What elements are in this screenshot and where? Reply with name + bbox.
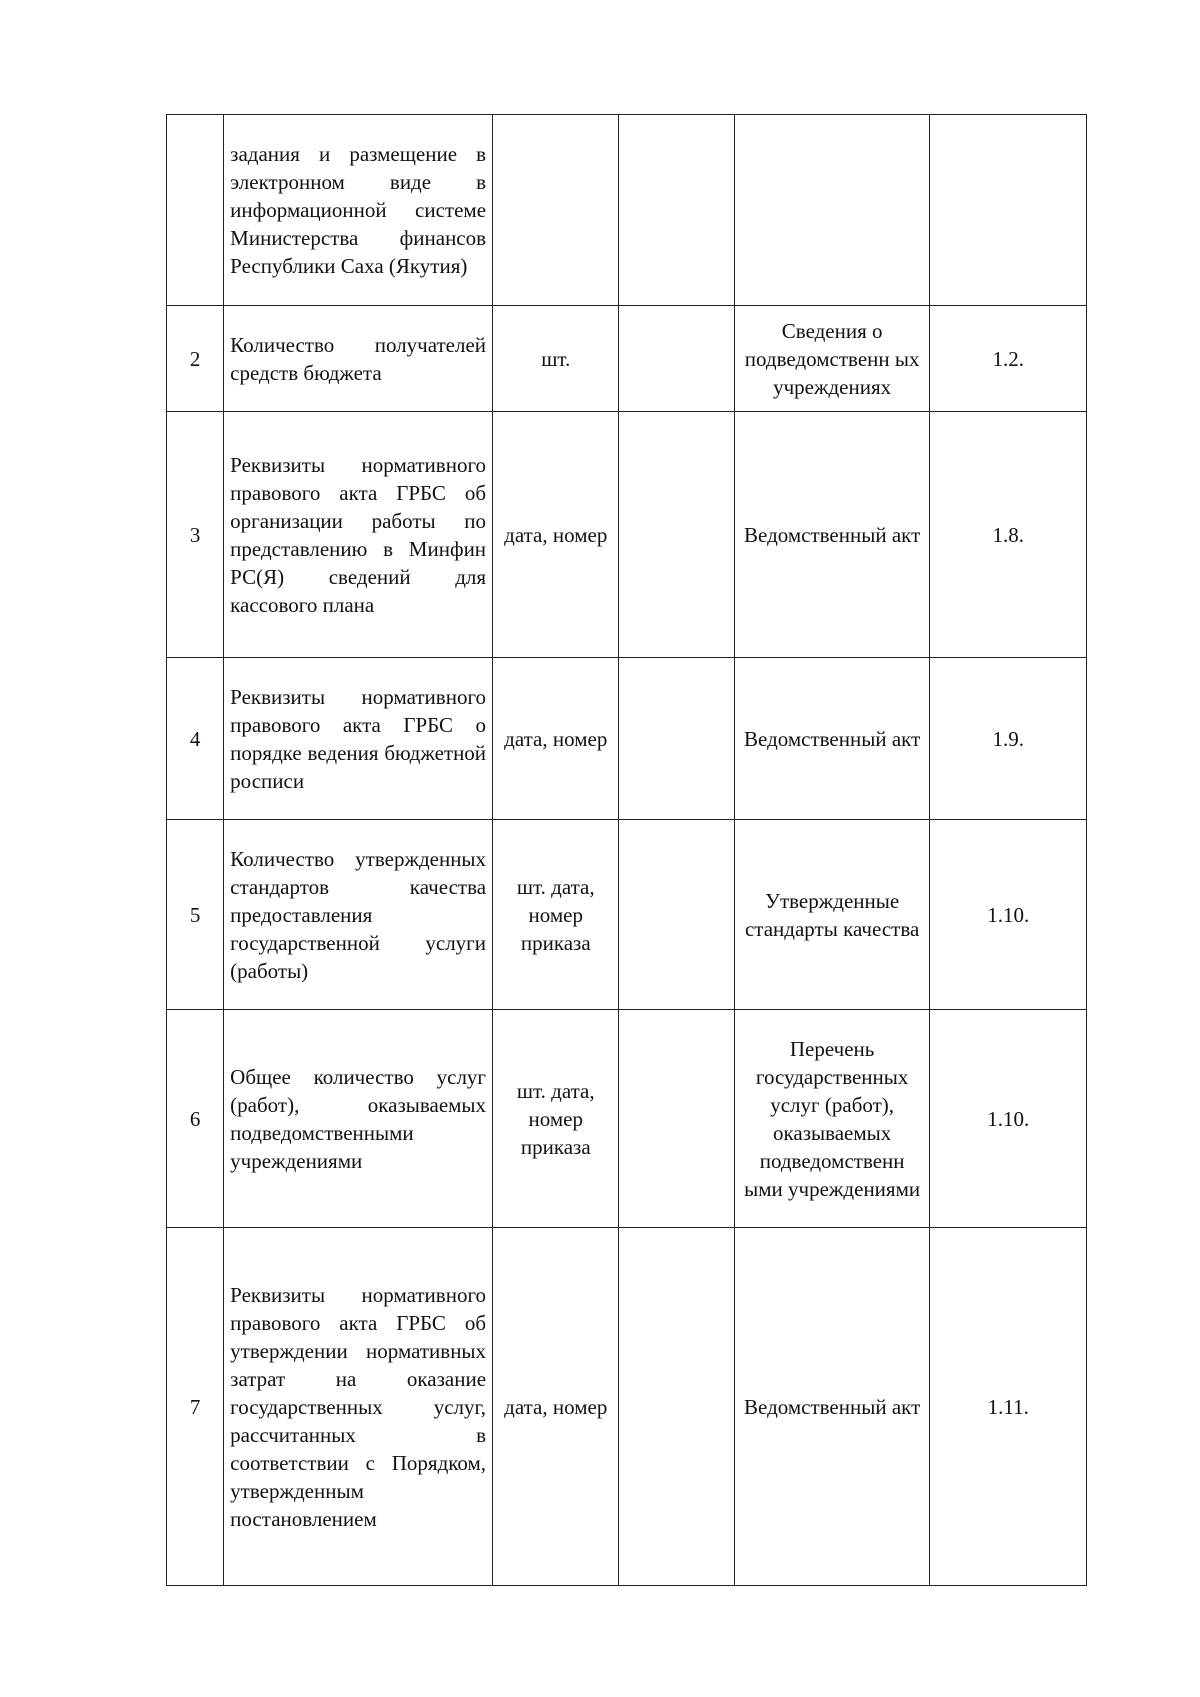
value-cell <box>619 1010 734 1228</box>
unit-cell: дата, номер <box>493 1228 619 1586</box>
value-cell <box>619 658 734 820</box>
row-number-cell: 6 <box>167 1010 224 1228</box>
source-cell: Сведения о подведомственн ых учреждениях <box>734 306 930 412</box>
unit-cell: дата, номер <box>493 412 619 658</box>
indicator-name-cell <box>224 412 493 658</box>
table-row <box>167 306 1087 412</box>
row-number-cell: 7 <box>167 1228 224 1586</box>
unit-cell: шт. дата, номер приказа <box>493 820 619 1010</box>
indicator-name-cell <box>224 1010 493 1228</box>
table-row <box>167 658 1087 820</box>
indicator-name-cell <box>224 658 493 820</box>
indicator-name-text: задания и размещение в электронном виде в информационной системе Министерства финансов Республики Саха (Якутия) <box>230 142 487 278</box>
indicator-name-text: Реквизиты нормативного правового акта ГРБС об утверждении нормативных затрат на оказание государственных услуг, рассчитанных в соответствии с Порядком, утвержденным постановлением <box>230 1282 487 1531</box>
reference-cell: 1.8. <box>930 412 1087 658</box>
row-number-cell: 2 <box>167 306 224 412</box>
reference-cell: 1.10. <box>930 820 1087 1010</box>
unit-cell <box>493 115 619 306</box>
value-cell <box>619 115 734 306</box>
reference-cell: 1.11. <box>930 1228 1087 1586</box>
indicator-name-cell <box>224 820 493 1010</box>
indicator-name-cell <box>224 115 493 306</box>
reference-cell: 1.2. <box>930 306 1087 412</box>
table-row <box>167 115 1087 306</box>
unit-cell: шт. <box>493 306 619 412</box>
indicator-name-cell <box>224 1228 493 1586</box>
indicator-name-text: Количество получателей средств бюджета <box>230 332 487 385</box>
source-cell: Ведомственный акт <box>734 658 930 820</box>
indicator-name-text: Реквизиты нормативного правового акта ГРБС об организации работы по представлению в Минфин РС(Я) сведений для кассового плана <box>230 452 487 617</box>
source-cell: Утвержденные стандарты качества <box>734 820 930 1010</box>
row-number-cell: 5 <box>167 820 224 1010</box>
row-number-cell: 4 <box>167 658 224 820</box>
unit-cell: дата, номер <box>493 658 619 820</box>
table-row <box>167 820 1087 1010</box>
reference-cell: 1.10. <box>930 1010 1087 1228</box>
indicators-table <box>166 114 1087 1586</box>
value-cell <box>619 1228 734 1586</box>
value-cell <box>619 412 734 658</box>
indicator-name-text: Общее количество услуг (работ), оказываемых подведомственными учреждениями <box>230 1064 487 1173</box>
table-row <box>167 1010 1087 1228</box>
table-row <box>167 412 1087 658</box>
indicator-name-cell <box>224 306 493 412</box>
source-cell: Ведомственный акт <box>734 1228 930 1586</box>
row-number-cell: 3 <box>167 412 224 658</box>
reference-cell <box>930 115 1087 306</box>
reference-cell: 1.9. <box>930 658 1087 820</box>
table-row <box>167 1228 1087 1586</box>
source-cell <box>734 115 930 306</box>
source-cell: Ведомственный акт <box>734 412 930 658</box>
indicator-name-text: Реквизиты нормативного правового акта ГРБС о порядке ведения бюджетной росписи <box>230 684 487 793</box>
value-cell <box>619 306 734 412</box>
indicator-name-text: Количество утвержденных стандартов качества предоставления государственной услуги (работы) <box>230 846 487 983</box>
unit-cell: шт. дата, номер приказа <box>493 1010 619 1228</box>
row-number-cell <box>167 115 224 306</box>
value-cell <box>619 820 734 1010</box>
source-cell: Перечень государственных услуг (работ), оказываемых подведомственн ыми учреждениями <box>734 1010 930 1228</box>
